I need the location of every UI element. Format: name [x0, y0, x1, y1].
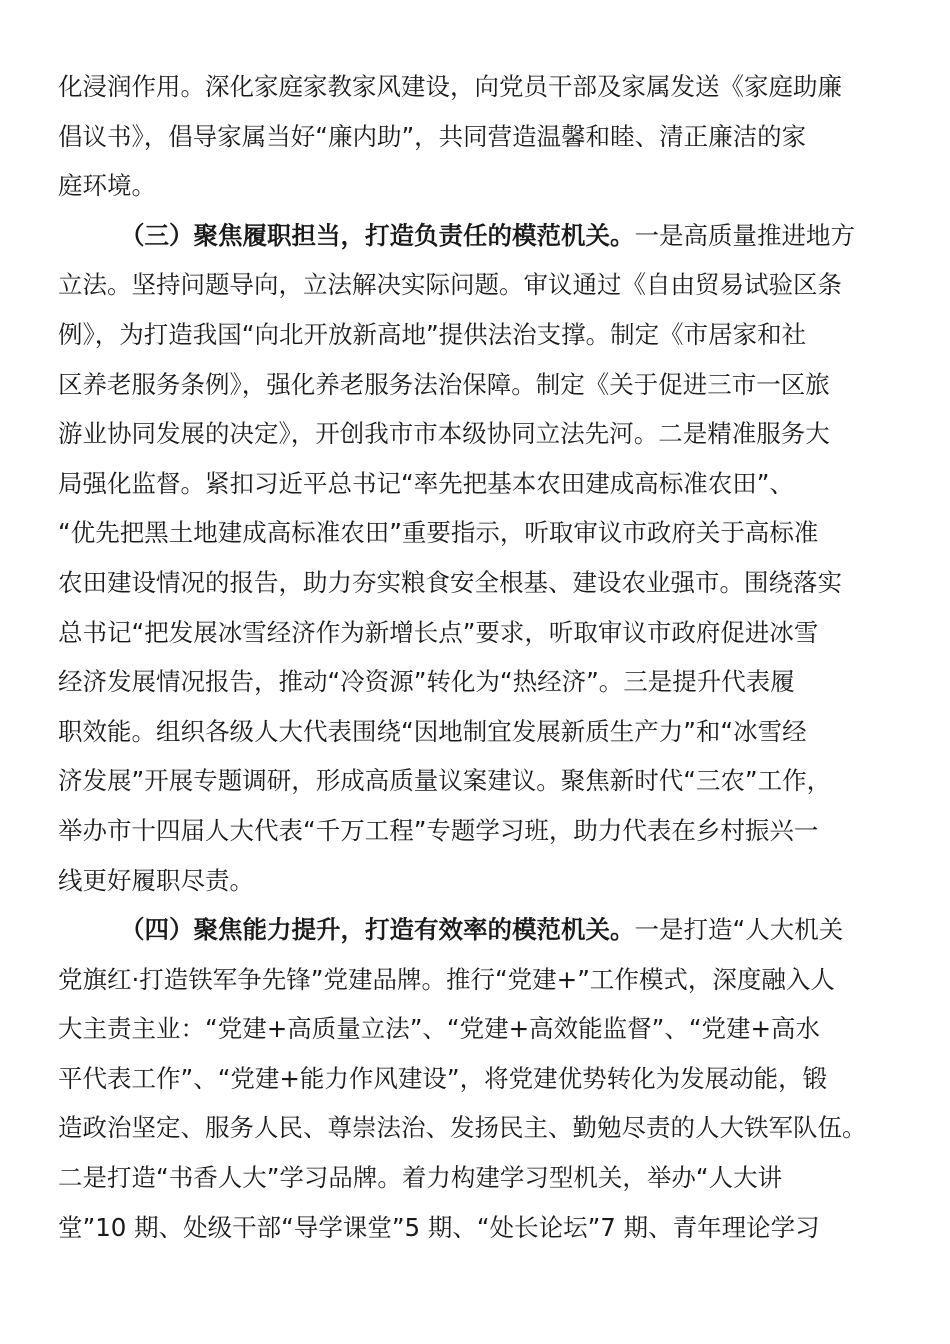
text-line: 平代表工作”、“党建+能力作风建设”，将党建优势转化为发展动能，锻	[58, 1063, 828, 1093]
text-line: 倡议书》，倡导家属当好“廉内助”，共同营造温馨和睦、清正廉洁的家	[58, 121, 807, 151]
text-line: 职效能。组织各级人大代表围绕“因地制宜发展新质生产力”和“冰雪经	[58, 716, 807, 746]
text-line: 举办市十四届人大代表“千万工程”专题学习班，助力代表在乡村振兴一	[58, 815, 819, 845]
text-line: 堂”10 期、处级干部“导学课堂”5 期、“处长论坛”7 期、青年理论学习	[58, 1212, 820, 1242]
text-line: 二是打造“书香人大”学习品牌。着力构建学习型机关，举办“人大讲	[58, 1163, 783, 1193]
text-line: 局强化监督。紧扣习近平总书记“率先把基本农田建成高标准农田”、	[58, 468, 794, 498]
text-line: 游业协同发展的决定》，开创我市市本级协同立法先河。二是精准服务大	[58, 419, 830, 449]
text-line: 大主责主业：“党建+高质量立法”、“党建+高效能监督”、“党建+高水	[58, 1014, 821, 1044]
text-run: 一是打造“人大机关	[634, 915, 844, 945]
text-run: 一是高质量推进地方	[634, 220, 855, 250]
text-line: 造政治坚定、服务人民、尊崇法治、发扬民主、勤勉尽责的人大铁军队伍。	[58, 1113, 867, 1143]
text-line: 济发展”开展专题调研，形成高质量议案建议。聚焦新时代“三农”工作，	[58, 766, 832, 796]
text-line: 经济发展情况报告，推动“冷资源”转化为“热经济”。三是提升代表履	[58, 667, 795, 697]
text-line: 立法。坚持问题导向，立法解决实际问题。审议通过《自由贸易试验区条	[58, 270, 842, 300]
text-line: 化浸润作用。深化家庭家教家风建设，向党员干部及家属发送《家庭助廉	[58, 72, 842, 101]
text-line: 例》，为打造我国“向北开放新高地”提供法治支撑。制定《市居家和社	[58, 319, 807, 349]
text-line: “优先把黑土地建成高标准农田”重要指示，听取审议市政府关于高标准	[58, 518, 819, 548]
text-line: 农田建设情况的报告，助力夯实粮食安全根基、建设农业强市。围绕落实	[58, 567, 842, 597]
text-line: 线更好履职尽责。	[58, 865, 254, 895]
section-heading-4: （四）聚焦能力提升，打造有效率的模范机关。	[120, 915, 635, 945]
text-line: 区养老服务条例》，强化养老服务法治保障。制定《关于促进三市一区旅	[58, 369, 830, 399]
body-text	[58, 62, 894, 1252]
section-heading-line	[58, 211, 894, 261]
text-line: 党旗红·打造铁军争先锋”党建品牌。推行“党建+”工作模式，深度融入人	[58, 964, 835, 994]
text-line: 总书记“把发展冰雪经济作为新增长点”要求，听取审议市政府促进冰雪	[58, 617, 819, 647]
section-heading-3: （三）聚焦履职担当，打造负责任的模范机关。	[120, 220, 635, 250]
text-line: 庭环境。	[58, 171, 156, 201]
section-heading-line	[58, 905, 894, 955]
